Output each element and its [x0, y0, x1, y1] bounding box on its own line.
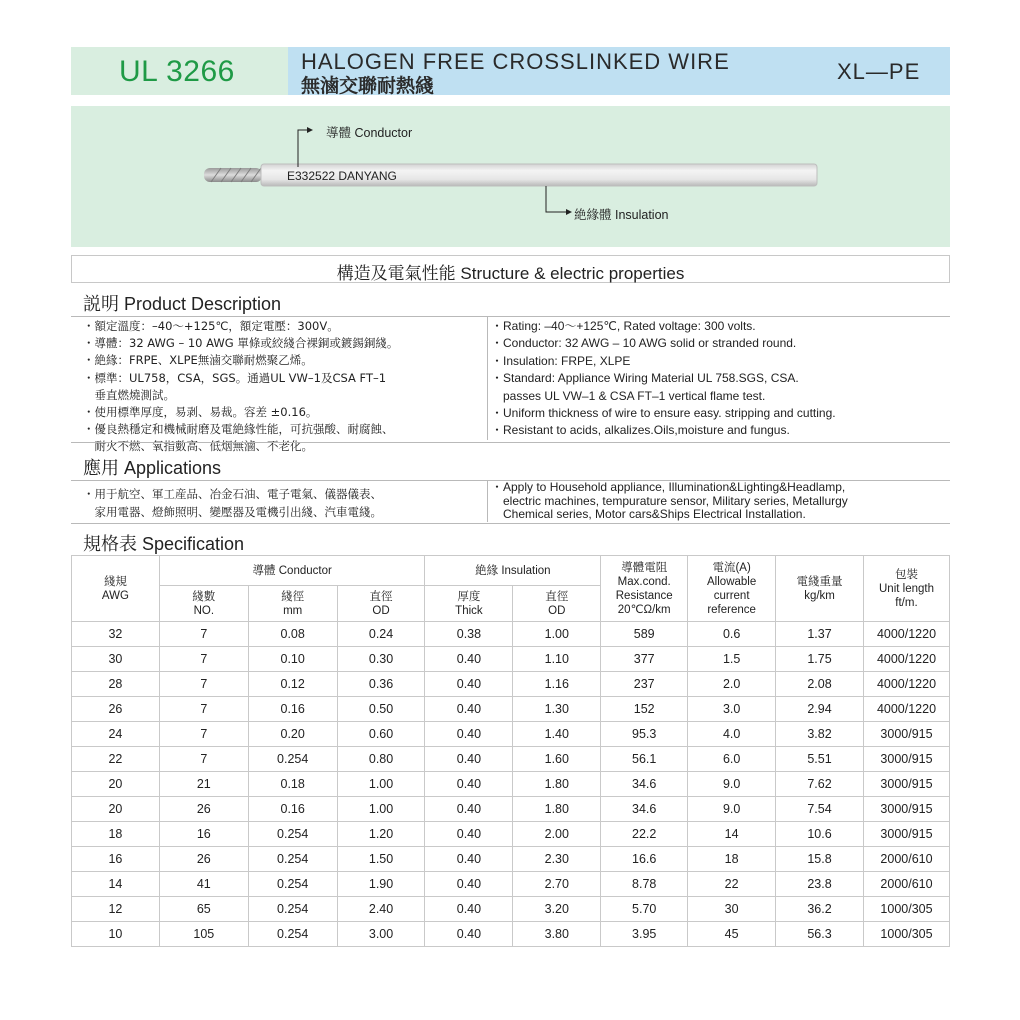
cell-insulation-thickness: 0.40: [425, 747, 513, 772]
description-list-cn: [83, 318, 398, 456]
cell-current: 22: [688, 872, 776, 897]
cell-insulation-thickness: 0.40: [425, 772, 513, 797]
cell-weight: 3.82: [776, 722, 864, 747]
cell-package: 4000/1220: [863, 647, 949, 672]
list-item: 垂直燃燒測試。: [83, 387, 175, 402]
cell-awg: 20: [72, 772, 160, 797]
header-weight: 電綫重量 kg/km: [776, 556, 864, 622]
cell-strand-count: 7: [159, 622, 248, 647]
list-item: ・Insulation: FRPE, XLPE: [491, 353, 631, 368]
applications-list-cn: [83, 485, 382, 521]
cell-package: 4000/1220: [863, 672, 949, 697]
table-row: [72, 897, 950, 922]
list-item: ・標準：UL758，CSA，SGS。通過UL VW–1及CSA FT–1: [83, 370, 387, 385]
wire-drawing: [71, 106, 950, 247]
cell-awg: 14: [72, 872, 160, 897]
cell-strand-count: 7: [159, 647, 248, 672]
cell-strand-diameter: 0.12: [248, 672, 337, 697]
cell-package: 3000/915: [863, 747, 949, 772]
specification-table: [71, 555, 950, 947]
cell-conductor-od: 0.50: [337, 697, 425, 722]
table-row: [72, 747, 950, 772]
list-item: ・使用標準厚度，易剥、易裁。容差 ±0.16。: [83, 405, 318, 420]
cell-strand-count: 7: [159, 672, 248, 697]
cell-strand-diameter: 0.254: [248, 872, 337, 897]
model-number: UL 3266: [119, 55, 235, 88]
cell-strand-count: 7: [159, 722, 248, 747]
cell-conductor-od: 1.90: [337, 872, 425, 897]
cell-insulation-thickness: 0.40: [425, 672, 513, 697]
cell-strand-count: 105: [159, 922, 248, 947]
cell-weight: 36.2: [776, 897, 864, 922]
cell-current: 45: [688, 922, 776, 947]
header-awg: 綫規 AWG: [72, 556, 160, 622]
cell-insulation-od: 3.20: [513, 897, 601, 922]
cell-resistance: 8.78: [601, 872, 688, 897]
cell-insulation-od: 1.30: [513, 697, 601, 722]
header-insulation-od: 直徑 OD: [513, 586, 601, 622]
conductor-leader: [298, 130, 307, 167]
cell-conductor-od: 1.20: [337, 822, 425, 847]
title-chinese: 無滷交聯耐熱綫: [301, 75, 435, 97]
cell-current: 2.0: [688, 672, 776, 697]
cell-strand-diameter: 0.254: [248, 747, 337, 772]
cell-awg: 16: [72, 847, 160, 872]
list-item: ・Apply to Household appliance, Illumination&Lighting&Headlamp,: [491, 480, 846, 494]
cell-resistance: 16.6: [601, 847, 688, 872]
list-item: Chemical series, Motor cars&Ships Electrical Installation.: [491, 507, 806, 521]
cell-conductor-od: 3.00: [337, 922, 425, 947]
cell-insulation-thickness: 0.40: [425, 847, 513, 872]
cell-awg: 12: [72, 897, 160, 922]
list-item: ・絶緣：FRPE、XLPE無滷交聯耐燃聚乙烯。: [83, 353, 313, 368]
cell-package: 3000/915: [863, 722, 949, 747]
cell-conductor-od: 1.00: [337, 772, 425, 797]
cell-resistance: 95.3: [601, 722, 688, 747]
cell-awg: 28: [72, 672, 160, 697]
cell-weight: 5.51: [776, 747, 864, 772]
cell-strand-count: 26: [159, 797, 248, 822]
cell-insulation-thickness: 0.40: [425, 647, 513, 672]
description-title: 説明 Product Description: [83, 294, 282, 314]
list-item: 家用電器、燈飾照明、變壓器及電機引出綫、汽車電綫。: [83, 505, 382, 519]
specification-title: 規格表 Specification: [83, 534, 245, 554]
cell-strand-diameter: 0.254: [248, 897, 337, 922]
cell-insulation-od: 1.60: [513, 747, 601, 772]
description-list-en: [491, 318, 836, 440]
list-item: ・Uniform thickness of wire to ensure easy. stripping and cutting.: [491, 406, 836, 421]
cell-resistance: 3.95: [601, 922, 688, 947]
cell-insulation-thickness: 0.40: [425, 897, 513, 922]
specification-rows: [72, 622, 950, 947]
cell-package: 2000/610: [863, 872, 949, 897]
cell-strand-count: 16: [159, 822, 248, 847]
column-divider: [487, 316, 488, 440]
cell-awg: 26: [72, 697, 160, 722]
cell-weight: 23.8: [776, 872, 864, 897]
cell-insulation-thickness: 0.40: [425, 722, 513, 747]
table-row: [72, 922, 950, 947]
table-row: [72, 647, 950, 672]
header-conductor: 導體 Conductor: [159, 556, 425, 586]
cell-current: 3.0: [688, 697, 776, 722]
cell-insulation-od: 1.40: [513, 722, 601, 747]
cell-insulation-od: 1.80: [513, 772, 601, 797]
cell-insulation-od: 2.70: [513, 872, 601, 897]
cell-package: 4000/1220: [863, 697, 949, 722]
cell-current: 30: [688, 897, 776, 922]
cell-weight: 1.75: [776, 647, 864, 672]
cell-strand-diameter: 0.254: [248, 922, 337, 947]
cell-insulation-thickness: 0.38: [425, 622, 513, 647]
list-item: ・Standard: Appliance Wiring Material UL 758.SGS, CSA.: [491, 371, 799, 386]
cell-resistance: 152: [601, 697, 688, 722]
cell-conductor-od: 0.30: [337, 647, 425, 672]
cell-conductor-od: 0.60: [337, 722, 425, 747]
cell-awg: 24: [72, 722, 160, 747]
cell-current: 6.0: [688, 747, 776, 772]
cell-conductor-od: 2.40: [337, 897, 425, 922]
cell-current: 0.6: [688, 622, 776, 647]
cell-package: 3000/915: [863, 797, 949, 822]
cell-package: 3000/915: [863, 772, 949, 797]
header-resistance: 導體電阻 Max.cond. Resistance 20℃Ω/km: [601, 556, 688, 622]
header-current: 電流(A) Allowable current reference: [688, 556, 776, 622]
cell-strand-count: 41: [159, 872, 248, 897]
table-row: [72, 822, 950, 847]
insulation-leader: [546, 186, 566, 212]
table-row: [72, 672, 950, 697]
cell-package: 1000/305: [863, 922, 949, 947]
cell-strand-count: 26: [159, 847, 248, 872]
divider: [71, 523, 950, 524]
table-row: [72, 697, 950, 722]
cell-weight: 15.8: [776, 847, 864, 872]
header-insulation: 絶緣 Insulation: [425, 556, 601, 586]
cell-strand-count: 65: [159, 897, 248, 922]
cell-package: 2000/610: [863, 847, 949, 872]
list-item: ・用于航空、軍工産品、冶金石油、電子電氣、儀器儀表、: [83, 487, 382, 501]
cell-weight: 7.54: [776, 797, 864, 822]
list-item: ・優良熱穩定和機械耐磨及電絶緣性能，可抗强酸、耐腐蝕、: [83, 422, 394, 437]
cell-resistance: 56.1: [601, 747, 688, 772]
table-row: [72, 872, 950, 897]
cell-resistance: 589: [601, 622, 688, 647]
cell-weight: 1.37: [776, 622, 864, 647]
cell-insulation-thickness: 0.40: [425, 922, 513, 947]
cell-resistance: 22.2: [601, 822, 688, 847]
header-strand-count: 綫數 NO.: [159, 586, 248, 622]
cell-strand-count: 7: [159, 697, 248, 722]
cell-strand-count: 21: [159, 772, 248, 797]
list-item: ・額定溫度：–40～+125℃，額定電壓：300V。: [83, 319, 339, 333]
cell-conductor-od: 0.80: [337, 747, 425, 772]
cell-strand-diameter: 0.16: [248, 697, 337, 722]
cell-resistance: 377: [601, 647, 688, 672]
table-row: [72, 622, 950, 647]
title-english: HALOGEN FREE CROSSLINKED WIRE: [301, 49, 730, 74]
insulation-label: 絶緣體 Insulation: [574, 208, 669, 222]
cell-strand-diameter: 0.10: [248, 647, 337, 672]
list-item: ・導體：32 AWG – 10 AWG 單條或絞綫合裸銅或鍍錫銅綫。: [83, 336, 399, 351]
cell-resistance: 237: [601, 672, 688, 697]
cell-strand-diameter: 0.20: [248, 722, 337, 747]
cell-insulation-od: 1.00: [513, 622, 601, 647]
cell-package: 4000/1220: [863, 622, 949, 647]
cell-insulation-od: 3.80: [513, 922, 601, 947]
list-item: electric machines, tempurature sensor, Military series, Metallurgy: [491, 493, 848, 508]
cell-weight: 56.3: [776, 922, 864, 947]
cell-current: 1.5: [688, 647, 776, 672]
cell-conductor-od: 0.36: [337, 672, 425, 697]
cell-strand-count: 7: [159, 747, 248, 772]
list-item: ・Resistant to acids, alkalizes.Oils,moisture and fungus.: [491, 423, 790, 438]
applications-list-en: [491, 481, 848, 522]
wire-illustration: [71, 106, 950, 247]
header-package: 包裝 Unit length ft/m.: [863, 556, 949, 622]
cell-weight: 2.94: [776, 697, 864, 722]
table-row: [72, 847, 950, 872]
cell-conductor-od: 1.50: [337, 847, 425, 872]
divider: [71, 316, 950, 317]
cell-conductor-od: 1.00: [337, 797, 425, 822]
cell-insulation-thickness: 0.40: [425, 797, 513, 822]
cell-package: 1000/305: [863, 897, 949, 922]
cell-insulation-thickness: 0.40: [425, 872, 513, 897]
cell-strand-diameter: 0.254: [248, 822, 337, 847]
cell-current: 9.0: [688, 797, 776, 822]
list-item: ・Rating: –40～+125℃, Rated voltage: 300 volts.: [491, 319, 756, 333]
cell-current: 9.0: [688, 772, 776, 797]
cell-weight: 10.6: [776, 822, 864, 847]
table-row: [72, 772, 950, 797]
wire-marking: E332522 DANYANG: [287, 169, 397, 183]
cell-strand-diameter: 0.18: [248, 772, 337, 797]
cell-package: 3000/915: [863, 822, 949, 847]
cell-resistance: 34.6: [601, 772, 688, 797]
table-row: [72, 797, 950, 822]
cell-insulation-od: 1.10: [513, 647, 601, 672]
cell-current: 18: [688, 847, 776, 872]
cell-awg: 30: [72, 647, 160, 672]
conductor-label: 導體 Conductor: [326, 126, 413, 140]
divider: [71, 442, 950, 443]
cell-strand-diameter: 0.08: [248, 622, 337, 647]
cell-conductor-od: 0.24: [337, 622, 425, 647]
cell-current: 14: [688, 822, 776, 847]
cell-resistance: 5.70: [601, 897, 688, 922]
cell-awg: 20: [72, 797, 160, 822]
cell-current: 4.0: [688, 722, 776, 747]
applications-title: 應用 Applications: [83, 458, 222, 478]
cell-awg: 32: [72, 622, 160, 647]
material-code: XL—PE: [837, 59, 921, 84]
cell-insulation-thickness: 0.40: [425, 697, 513, 722]
header-conductor-od: 直徑 OD: [337, 586, 425, 622]
cell-awg: 18: [72, 822, 160, 847]
cell-awg: 22: [72, 747, 160, 772]
cell-strand-diameter: 0.16: [248, 797, 337, 822]
cell-insulation-od: 1.16: [513, 672, 601, 697]
cell-resistance: 34.6: [601, 797, 688, 822]
cell-insulation-od: 1.80: [513, 797, 601, 822]
cell-insulation-od: 2.00: [513, 822, 601, 847]
header-insulation-thickness: 厚度 Thick: [425, 586, 513, 622]
list-item: 耐火不燃、氧指數高、低烟無滷、不老化。: [83, 439, 313, 454]
header-strand-diameter: 綫徑 mm: [248, 586, 337, 622]
cell-strand-diameter: 0.254: [248, 847, 337, 872]
cell-weight: 7.62: [776, 772, 864, 797]
cell-insulation-od: 2.30: [513, 847, 601, 872]
structure-title: 構造及電氣性能 Structure & electric properties: [336, 264, 685, 283]
list-item: ・Conductor: 32 AWG – 10 AWG solid or stranded round.: [491, 336, 797, 351]
list-item: passes UL VW–1 & CSA FT–1 vertical flame test.: [491, 388, 766, 403]
cell-weight: 2.08: [776, 672, 864, 697]
cell-insulation-thickness: 0.40: [425, 822, 513, 847]
header-band: [71, 47, 950, 95]
table-row: [72, 722, 950, 747]
cell-awg: 10: [72, 922, 160, 947]
column-divider: [487, 480, 488, 522]
structure-header: [71, 255, 950, 283]
